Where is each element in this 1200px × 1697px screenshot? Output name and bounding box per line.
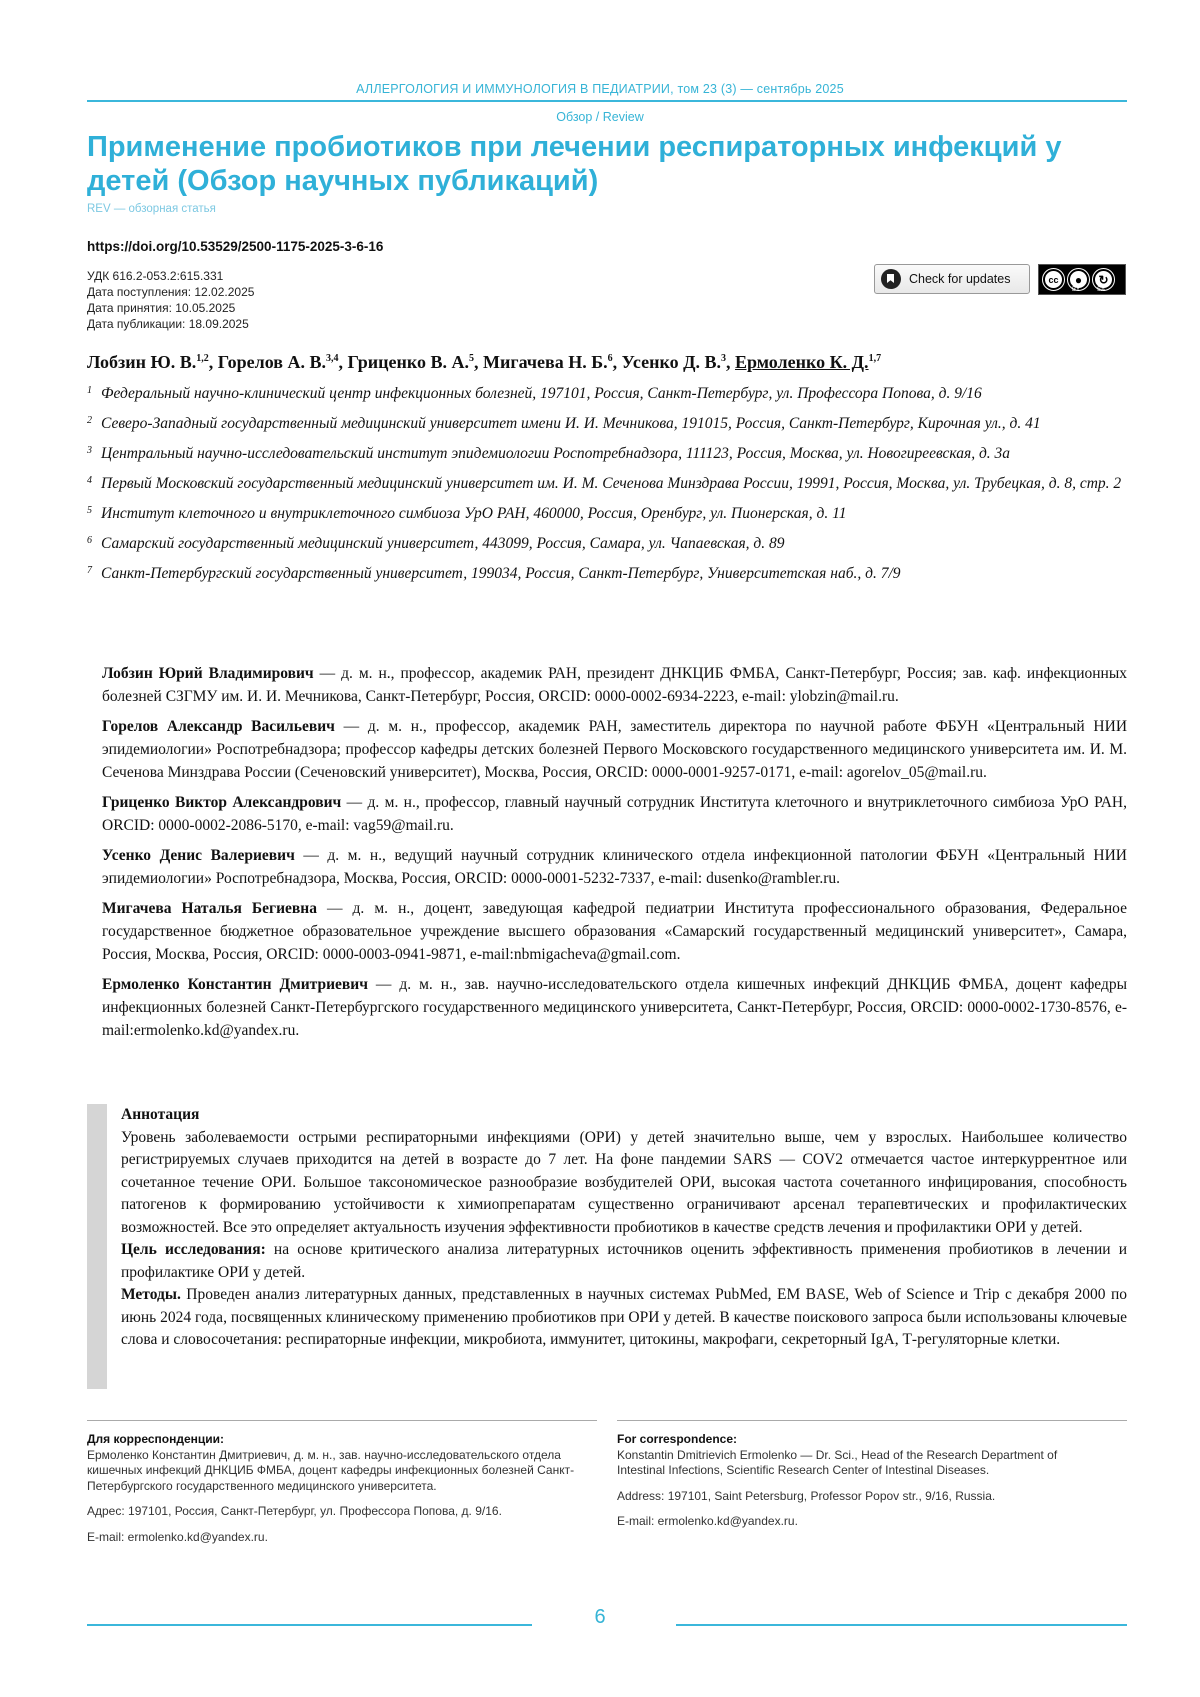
doi-link[interactable]: https://doi.org/10.53529/2500-1175-2025-3-6-16	[87, 239, 384, 254]
abstract-text: Уровень заболеваемости острыми респираторными инфекциями (ОРИ) у детей значительно выше, чем у взрослых. Наибольшее количество регистрируемых случаев приходится на детей в возрасте до 7 лет. На фоне пандемии SARS — COV2 отмечается частое интеркуррентное или сочетанное течение ОРИ. Большое таксономическое разнообразие возбудителей ОРИ, высокая частота сочетанного инфицирования, способность патогенов к формированию устойчивости к химиопрепаратам существенно ограничивают арсенал терапевтических и профилактических возможностей. Все это определяет актуальность изучения эффективности пробиотиков в качестве средств лечения и профилактики ОРИ у детей.	[121, 1128, 1127, 1236]
abstract-aim: Цель исследования: на основе критического анализа литературных источников оценить эффективность применения пробиотиков в лечении и профилактике ОРИ у детей.	[121, 1241, 1128, 1281]
author: Лобзин Ю. В.$^{1,2}$	[87, 352, 209, 372]
check-for-updates-label: Check for updates	[909, 272, 1011, 286]
section-label: Обзор / Review	[556, 110, 644, 124]
header-rule	[87, 100, 1127, 102]
author: Гриценко В. А.$^5$	[347, 352, 475, 372]
author-bio: Мигачева Наталья Бегиевна — д. м. н., доцент, заведующая кафедрой педиатрии Института профессионального образования, Федеральное государственное бюджетное образовательное учреждение высшего образования «Самарский государственный медицинский университет», Самара, Россия, Москва, Россия, ORCID: 0000-0003-0941-9871, e-mail:nbmigacheva@gmail.com.	[102, 900, 1127, 963]
author-bio: Лобзин Юрий Владимирович — д. м. н., профессор, академик РАН, президент ДНКЦИБ ФМБА, Санкт-Петербург, Россия; зав. каф. инфекционных болезней СЗГМУ им. И. И. Мечникова, Санкт-Петербург, Россия, ORCID: 0000-0002-6934-2223, e-mail: ylobzin@mail.ru.	[102, 665, 1128, 705]
author-bio: Горелов Александр Васильевич — д. м. н., профессор, академик РАН, заместитель директора по научной работе ФБУН «Центральный НИИ эпидемиологии» Роспотребнадзора; профессор кафедры детских болезней Первого Московского государственного медицинского университета им. И. М. Сеченова Минздрава России (Сеченовский университет), Москва, Россия, ORCID: 0000-0001-9257-0171, e-mail: agorelov_05@mail.ru.	[102, 718, 1128, 781]
affiliation: 5 Институт клеточного и внутриклеточного симбиоза УрО РАН, 460000, Россия, Оренбург, ул. Пионерская, д. 11	[87, 505, 847, 522]
cc-icon: cc	[1043, 269, 1064, 290]
author: Мигачева Н. Б.$^6$	[483, 352, 613, 372]
correspondence-en-person: Konstantin Dmitrievich Ermolenko — Dr. Sci., Head of the Research Department of Intestinal Infections, Scientific Research Center of Intestinal Diseases.	[617, 1447, 1058, 1477]
page-number: 6	[594, 1606, 606, 1628]
author-bio: Ермоленко Константин Дмитриевич — д. м. н., зав. научно-исследовательского отдела кишечных инфекций ДНКЦИБ ФМБА, доцент кафедры инфекционных болезней Санкт-Петербургского государственного медицинского университета, Санкт-Петербург, Россия, ORCID: 0000-0002-1730-8576, e-mail:ermolenko.kd@yandex.ru.	[102, 976, 1127, 1039]
affiliation: 6 Самарский государственный медицинский университет, 443099, Россия, Самара, ул. Чапаевская, д. 89	[87, 535, 785, 552]
author: Горелов А. В.$^{3,4}$	[217, 352, 339, 372]
bookmark-icon	[881, 269, 901, 289]
corr-rule-right	[617, 1420, 1127, 1421]
author: Усенко Д. В.$^3$	[621, 352, 726, 372]
date-published: Дата публикации: 18.09.2025	[87, 317, 249, 331]
correspondence-ru-email: E-mail: ermolenko.kd@yandex.ru.	[87, 1529, 268, 1544]
corresponding-author: Ермоленко К. Д.$^{1,7}$	[735, 352, 882, 372]
date-received: Дата поступления: 12.02.2025	[87, 285, 255, 299]
correspondence-en-heading: For correspondence:	[617, 1432, 738, 1446]
affiliations	[87, 382, 1127, 592]
abstract-heading: Аннотация	[121, 1106, 200, 1123]
date-accepted: Дата принятия: 10.05.2025	[87, 301, 236, 315]
article-type: REV — обзорная статья	[87, 203, 216, 215]
author-bio: Гриценко Виктор Александрович — д. м. н., профессор, главный научный сотрудник Института клеточного и внутриклеточного симбиоза УрО РАН, ORCID: 0000-0002-2086-5170, e-mail: vag59@mail.ru.	[102, 794, 1127, 834]
authors-line: Лобзин Ю. В.$^{1,2}$, Горелов А. В.$^{3,4}$, Гриценко В. А.$^5$, Мигачева Н. Б.$^6$, Усенко Д. В.$^3$, Ермоленко К. Д.$^{1,7}$	[87, 352, 882, 372]
correspondence-ru-address: Адрес: 197101, Россия, Санкт-Петербург, ул. Профессора Попова, д. 9/16.	[87, 1504, 502, 1518]
cc-license-badge[interactable]	[1038, 264, 1126, 295]
affiliation: 3 Центральный научно-исследовательский институт эпидемиологии Роспотребнадзора, 111123, Россия, Москва, ул. Новогиреевская, д. 3а	[87, 445, 1011, 462]
author-bios	[102, 662, 1127, 1049]
sa-icon: ↻	[1093, 269, 1114, 290]
correspondence-en-address: Address: 197101, Saint Petersburg, Professor Popov str., 9/16, Russia.	[617, 1488, 996, 1503]
correspondence-ru-heading: Для корреспонденции:	[87, 1432, 225, 1446]
abstract-methods: Методы. Проведен анализ литературных данных, представленных в научных системах PubMed, EM BASE, Web of Science и Trip с декабря 2000 по июнь 2024 года, посвященных клиническому применению пробиотиков при ОРИ у детей. В качестве поискового запроса были использованы ключевые слова и словосочетания: респираторные инфекции, микробиота, иммунитет, цитокины, макрофаги, секреторный IgA, Т-регуляторные клетки.	[121, 1286, 1127, 1348]
corr-rule-left	[87, 1420, 597, 1421]
abstract-body	[121, 1104, 1127, 1352]
correspondence-ru-person: Ермоленко Константин Дмитриевич, д. м. н., зав. научно-исследовательского отдела кишечных инфекций ДНКЦИБ ФМБА, доцент кафедры инфекционных болезней Санкт-Петербургского государственного медицинского университета.	[87, 1447, 575, 1493]
by-icon: ●	[1068, 269, 1089, 290]
udc: УДК 616.2-053.2:615.331	[87, 269, 224, 283]
affiliation: 1 Федеральный научно-клинический центр инфекционных болезней, 197101, Россия, Санкт-Петербург, ул. Профессора Попова, д. 9/16	[87, 385, 982, 402]
affiliation: 2 Северо-Западный государственный медицинский университет имени И. И. Мечникова, 191015, Россия, Санкт-Петербург, Кирочная ул., д. 41	[87, 415, 1041, 432]
journal-header: АЛЛЕРГОЛОГИЯ И ИММУНОЛОГИЯ В ПЕДИАТРИИ, том 23 (3) — сентябрь 2025	[356, 82, 844, 96]
correspondence-ru	[87, 1432, 582, 1555]
author-bio: Усенко Денис Валериевич — д. м. н., ведущий научный сотрудник клинического отдела инфекционной патологии ФБУН «Центральный НИИ эпидемиологии» Роспотребнадзора, Москва, Россия, ORCID: 0000-0001-5232-7337, e-mail: dusenko@rambler.ru.	[102, 847, 1127, 887]
cc-by-label: BY	[1072, 287, 1081, 293]
cc-sa-label: SA	[1097, 287, 1106, 293]
abstract-bar	[87, 1104, 107, 1389]
article-title: Применение пробиотиков при лечении респираторных инфекций у детей (Обзор научных публикаций)	[87, 131, 1062, 197]
affiliation: 7 Санкт-Петербургский государственный университет, 199034, Россия, Санкт-Петербург, Университетская наб., д. 7/9	[87, 565, 901, 582]
affiliation: 4 Первый Московский государственный медицинский университет им. И. М. Сеченова Минздрава России, 19991, Россия, Москва, ул. Трубецкая, д. 8, стр. 2	[87, 475, 1122, 492]
correspondence-en	[617, 1432, 1087, 1540]
check-for-updates-button[interactable]	[874, 264, 1030, 294]
article-meta	[87, 268, 254, 332]
correspondence-en-email: E-mail: ermolenko.kd@yandex.ru.	[617, 1514, 798, 1528]
